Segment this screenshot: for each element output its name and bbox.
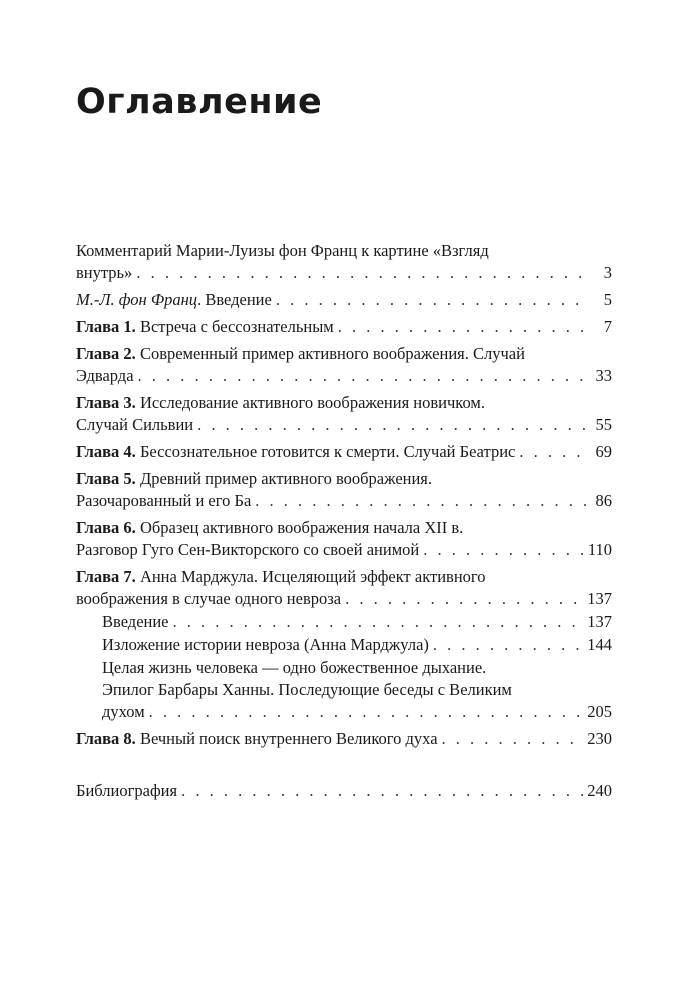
toc-subentry-case-history[interactable] — [102, 634, 612, 656]
entry-title-line: воображения в случае одного невроза — [76, 589, 342, 608]
entry-title: Вечный поиск внутреннего Великого духа — [135, 729, 438, 748]
entry-author: М.-Л. фон Франц — [76, 290, 198, 309]
toc-entry-bibliography[interactable] — [76, 780, 612, 802]
dot-leader — [345, 588, 583, 610]
entry-title: Введение — [102, 612, 169, 631]
chapter-label: Глава 5. — [76, 469, 136, 488]
toc-entry-commentary[interactable] — [76, 240, 612, 284]
entry-title-line: духом — [102, 702, 145, 721]
chapter-label: Глава 1. — [76, 317, 136, 336]
toc-entry-chapter-5[interactable] — [76, 468, 612, 512]
page-number: 110 — [587, 540, 612, 559]
entry-title: . Введение — [197, 290, 272, 309]
dot-leader — [173, 611, 584, 633]
toc-entry-chapter-7[interactable] — [76, 566, 612, 610]
dot-leader — [255, 490, 586, 512]
dot-leader — [149, 701, 584, 723]
page-number: 55 — [595, 415, 612, 434]
entry-title-line: Исследование активного воображения новичком. — [135, 393, 485, 412]
dot-leader — [338, 316, 586, 338]
entry-title-line: Эпилог Барбары Ханны. Последующие беседы с Великим — [102, 680, 512, 699]
page-number: 7 — [603, 317, 612, 336]
entry-title: Изложение истории невроза (Анна Марджула) — [102, 635, 429, 654]
entry-title-line: Эдварда — [76, 366, 134, 385]
dot-leader — [197, 414, 586, 436]
dot-leader — [519, 441, 586, 463]
entry-title-line: Современный пример активного воображения. Случай — [135, 344, 525, 363]
toc-subentry-introduction[interactable] — [102, 611, 612, 633]
entry-title-line: Образец активного воображения начала XII в. — [135, 518, 464, 537]
page-number: 86 — [595, 491, 612, 510]
toc-entry-chapter-8[interactable] — [76, 728, 612, 750]
entry-title: Встреча с бессознательным — [135, 317, 334, 336]
dot-leader — [423, 539, 584, 561]
toc-entry-chapter-6[interactable] — [76, 517, 612, 561]
chapter-label: Глава 7. — [76, 567, 136, 586]
entry-title-line: Разговор Гуго Сен-Викторского со своей анимой — [76, 540, 420, 559]
page-number: 144 — [587, 635, 612, 654]
page-number: 3 — [603, 263, 612, 282]
chapter-label: Глава 2. — [76, 344, 136, 363]
page-number: 137 — [587, 589, 612, 608]
table-of-contents — [76, 240, 612, 807]
page-number: 240 — [587, 781, 612, 800]
toc-heading: Оглавление — [76, 82, 323, 122]
dot-leader — [181, 780, 583, 802]
dot-leader — [138, 365, 586, 387]
toc-entry-chapter-3[interactable] — [76, 392, 612, 436]
entry-title: Библиография — [76, 781, 178, 800]
page-number: 5 — [603, 290, 612, 309]
dot-leader — [136, 262, 586, 284]
page-number: 33 — [595, 366, 612, 385]
toc-entry-chapter-4[interactable] — [76, 441, 612, 463]
entry-title: Бессознательное готовится к смерти. Случай Беатрис — [135, 442, 516, 461]
page-number: 230 — [587, 729, 612, 748]
toc-subentry-epilogue[interactable] — [102, 657, 612, 723]
dot-leader — [442, 728, 584, 750]
toc-entry-introduction[interactable] — [76, 289, 612, 311]
page-number: 137 — [587, 612, 612, 631]
dot-leader — [276, 289, 586, 311]
chapter-label: Глава 3. — [76, 393, 136, 412]
entry-title-line: Комментарий Марии-Луизы фон Франц к картине «Взгляд — [76, 241, 489, 260]
dot-leader — [433, 634, 583, 656]
page-number: 205 — [587, 702, 612, 721]
entry-title-line: Разочарованный и его Ба — [76, 491, 252, 510]
chapter-label: Глава 4. — [76, 442, 136, 461]
entry-title-line: внутрь» — [76, 263, 133, 282]
entry-title-line: Целая жизнь человека — одно божественное дыхание. — [102, 658, 487, 677]
toc-entry-chapter-2[interactable] — [76, 343, 612, 387]
entry-title-line: Анна Марджула. Исцеляющий эффект активного — [135, 567, 486, 586]
toc-entry-chapter-1[interactable] — [76, 316, 612, 338]
entry-title-line: Случай Сильвии — [76, 415, 194, 434]
page-number: 69 — [595, 442, 612, 461]
chapter-label: Глава 8. — [76, 729, 136, 748]
entry-title-line: Древний пример активного воображения. — [135, 469, 433, 488]
chapter-label: Глава 6. — [76, 518, 136, 537]
